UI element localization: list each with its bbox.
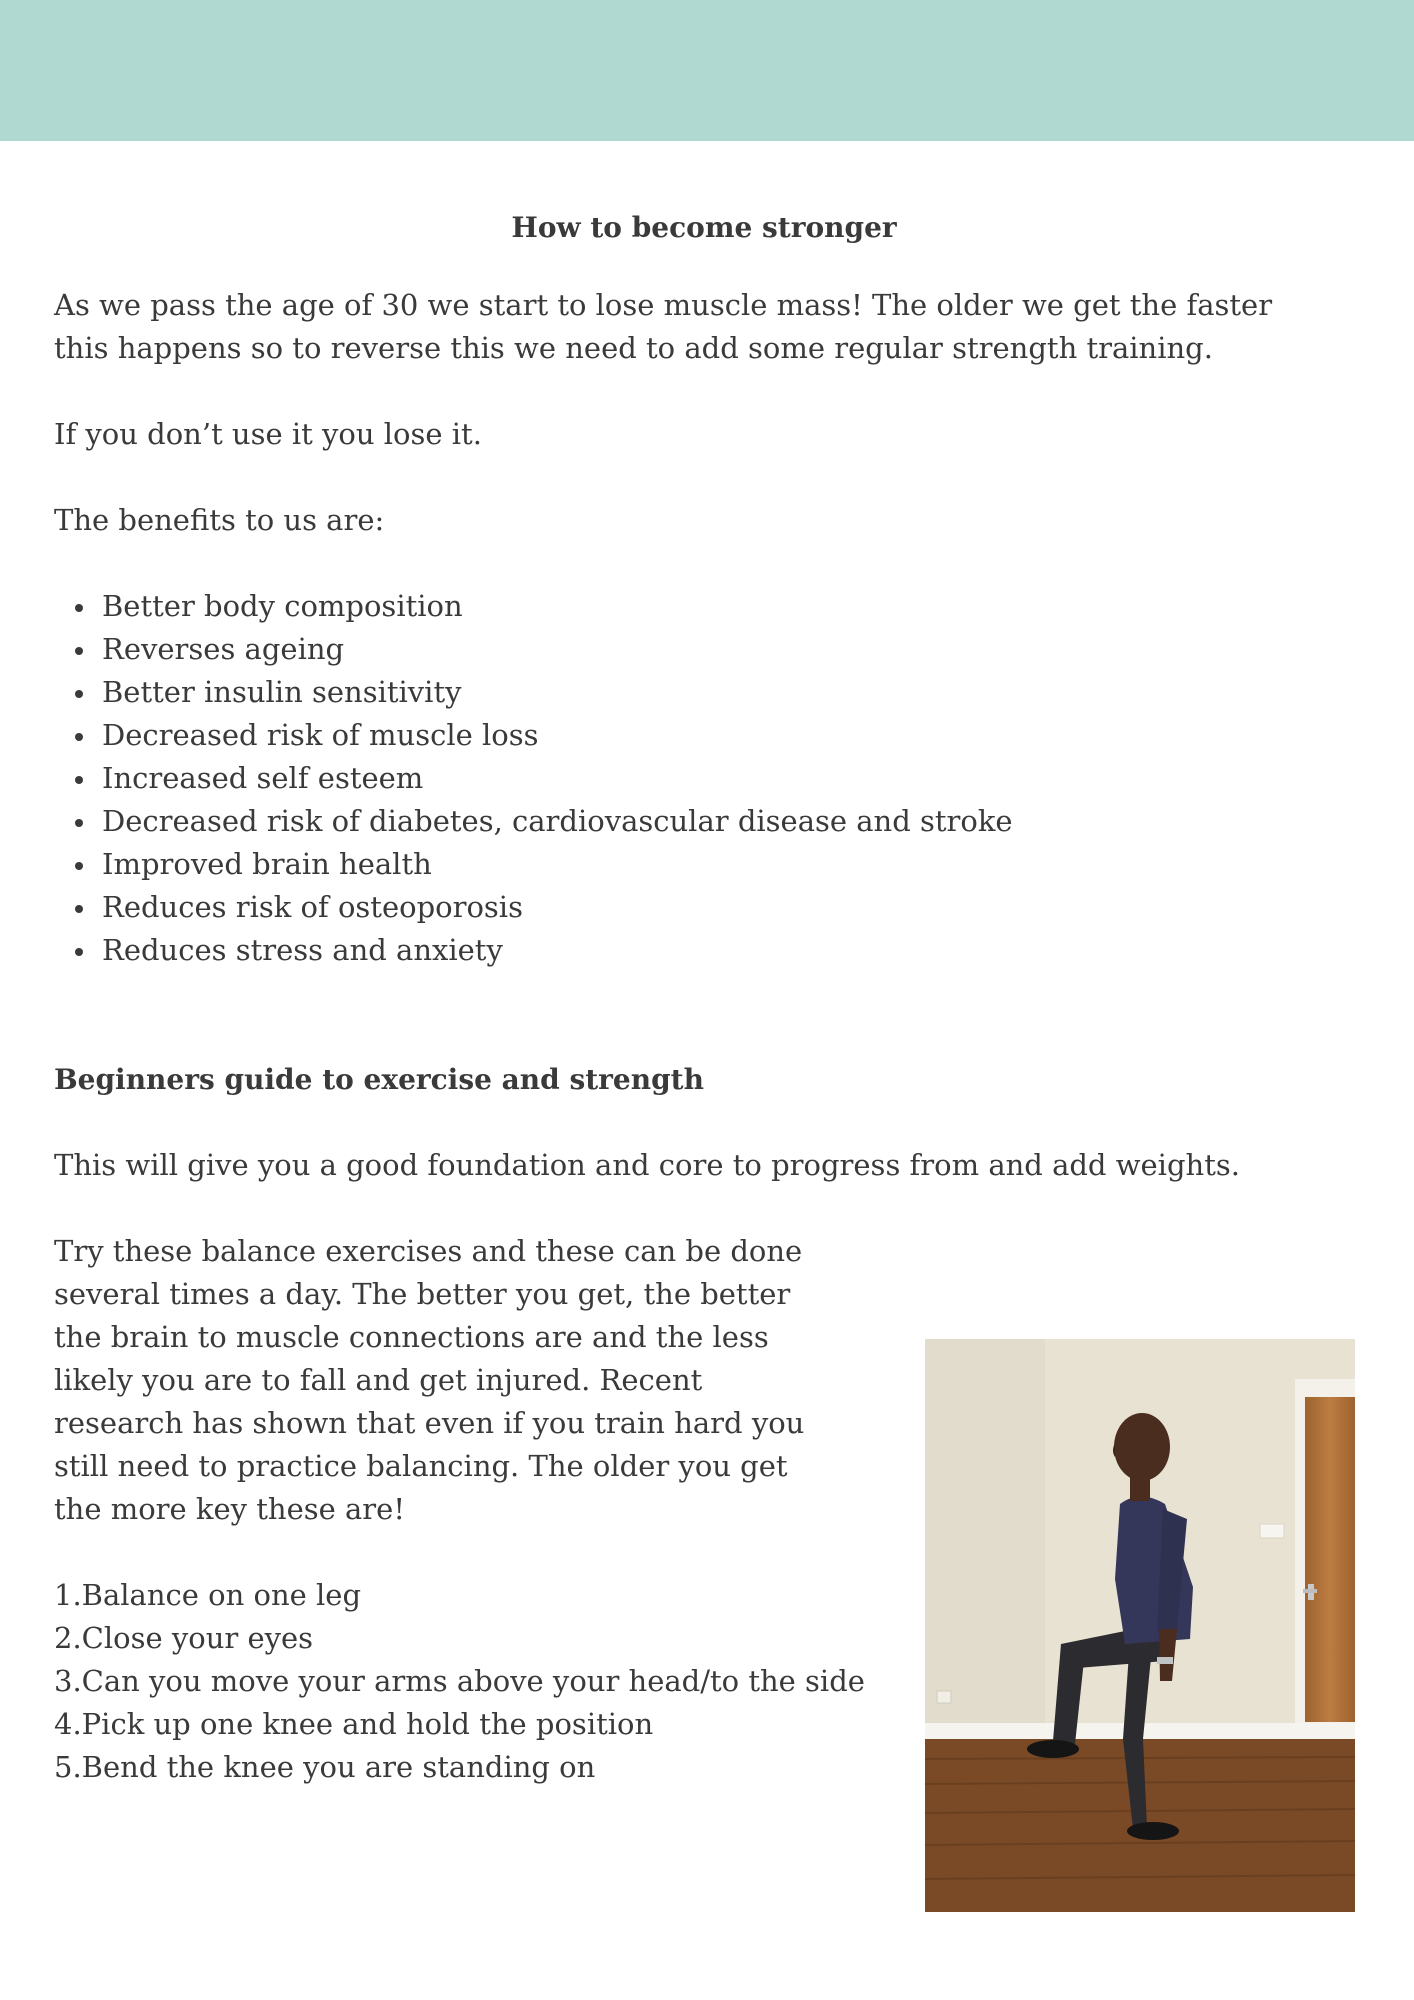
list-item: 2.Close your eyes bbox=[54, 1621, 314, 1655]
list-item: Better body composition bbox=[102, 585, 1354, 628]
list-item: Reduces stress and anxiety bbox=[102, 929, 1354, 972]
list-item: Reduces risk of osteoporosis bbox=[102, 886, 1354, 929]
list-item: Reverses ageing bbox=[102, 628, 1354, 671]
intro-paragraph: As we pass the age of 30 we start to lose muscle mass! The older we get the faster this happens so to reverse this we need to add some regular strength training. bbox=[54, 288, 1273, 365]
list-item: Improved brain health bbox=[102, 843, 1354, 886]
page-title: How to become stronger bbox=[511, 211, 897, 244]
list-item: Decreased risk of diabetes, cardiovascular disease and stroke bbox=[102, 800, 1354, 843]
list-item: Better insulin sensitivity bbox=[102, 671, 1354, 714]
balance-paragraph: Try these balance exercises and these can be done several times a day. The better you get, the better the brain to muscle connections are and the less likely you are to fall and get injured. Recent research has shown that even if you train hard you still need to practice balancing. The older you get the more key these are! bbox=[54, 1234, 805, 1526]
saying-paragraph: If you don’t use it you lose it. bbox=[54, 417, 482, 451]
list-item: 1.Balance on one leg bbox=[54, 1578, 362, 1612]
guide-intro: This will give you a good foundation and core to progress from and add weights. bbox=[54, 1148, 1240, 1182]
header-band bbox=[0, 0, 1414, 141]
benefits-lead: The benefits to us are: bbox=[54, 503, 385, 537]
guide-heading: Beginners guide to exercise and strength bbox=[54, 1063, 704, 1096]
list-item: 3.Can you move your arms above your head/to the side bbox=[54, 1664, 865, 1698]
benefits-list bbox=[54, 585, 1354, 972]
list-item: Decreased risk of muscle loss bbox=[102, 714, 1354, 757]
list-item: 5.Bend the knee you are standing on bbox=[54, 1750, 596, 1784]
list-item: Increased self esteem bbox=[102, 757, 1354, 800]
list-item: 4.Pick up one knee and hold the position bbox=[54, 1707, 654, 1741]
balance-exercise-photo bbox=[925, 1339, 1355, 1912]
